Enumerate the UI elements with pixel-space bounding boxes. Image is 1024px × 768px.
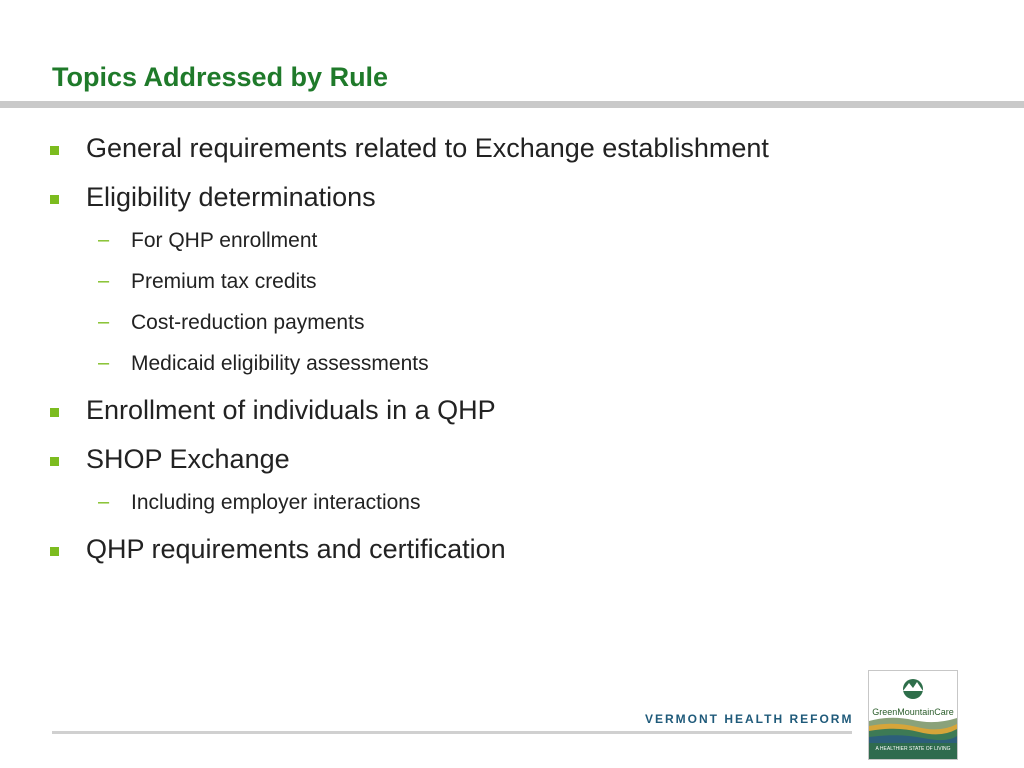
footer-org-name: VERMONT HEALTH REFORM bbox=[645, 712, 854, 726]
square-bullet-icon bbox=[50, 408, 59, 417]
footer-divider bbox=[52, 731, 852, 734]
dash-bullet-icon: – bbox=[98, 352, 110, 374]
sub-bullet-text: Medicaid eligibility assessments bbox=[131, 352, 429, 375]
bullet-text: General requirements related to Exchange establishment bbox=[86, 133, 769, 163]
square-bullet-icon bbox=[50, 547, 59, 556]
logo-tagline-text: A HEALTHIER STATE OF LIVING bbox=[875, 746, 951, 752]
bullet-text: Eligibility determinations bbox=[86, 182, 376, 212]
dash-bullet-icon: – bbox=[98, 491, 110, 513]
bullet-text: SHOP Exchange bbox=[86, 444, 290, 474]
dash-bullet-icon: – bbox=[98, 311, 110, 333]
slide-title: Topics Addressed by Rule bbox=[52, 62, 389, 92]
logo-name-text: GreenMountainCare bbox=[872, 707, 954, 717]
sub-bullet-text: For QHP enrollment bbox=[131, 229, 318, 252]
sub-bullet-text: Premium tax credits bbox=[131, 270, 317, 293]
dash-bullet-icon: – bbox=[98, 270, 110, 292]
bullet-text: Enrollment of individuals in a QHP bbox=[86, 395, 496, 425]
sub-bullet-text: Including employer interactions bbox=[131, 491, 421, 514]
square-bullet-icon bbox=[50, 146, 59, 155]
square-bullet-icon bbox=[50, 457, 59, 466]
square-bullet-icon bbox=[50, 195, 59, 204]
bullet-text: QHP requirements and certification bbox=[86, 534, 506, 564]
dash-bullet-icon: – bbox=[98, 229, 110, 251]
green-mountain-care-logo bbox=[868, 670, 958, 760]
sub-bullet-text: Cost-reduction payments bbox=[131, 311, 365, 334]
